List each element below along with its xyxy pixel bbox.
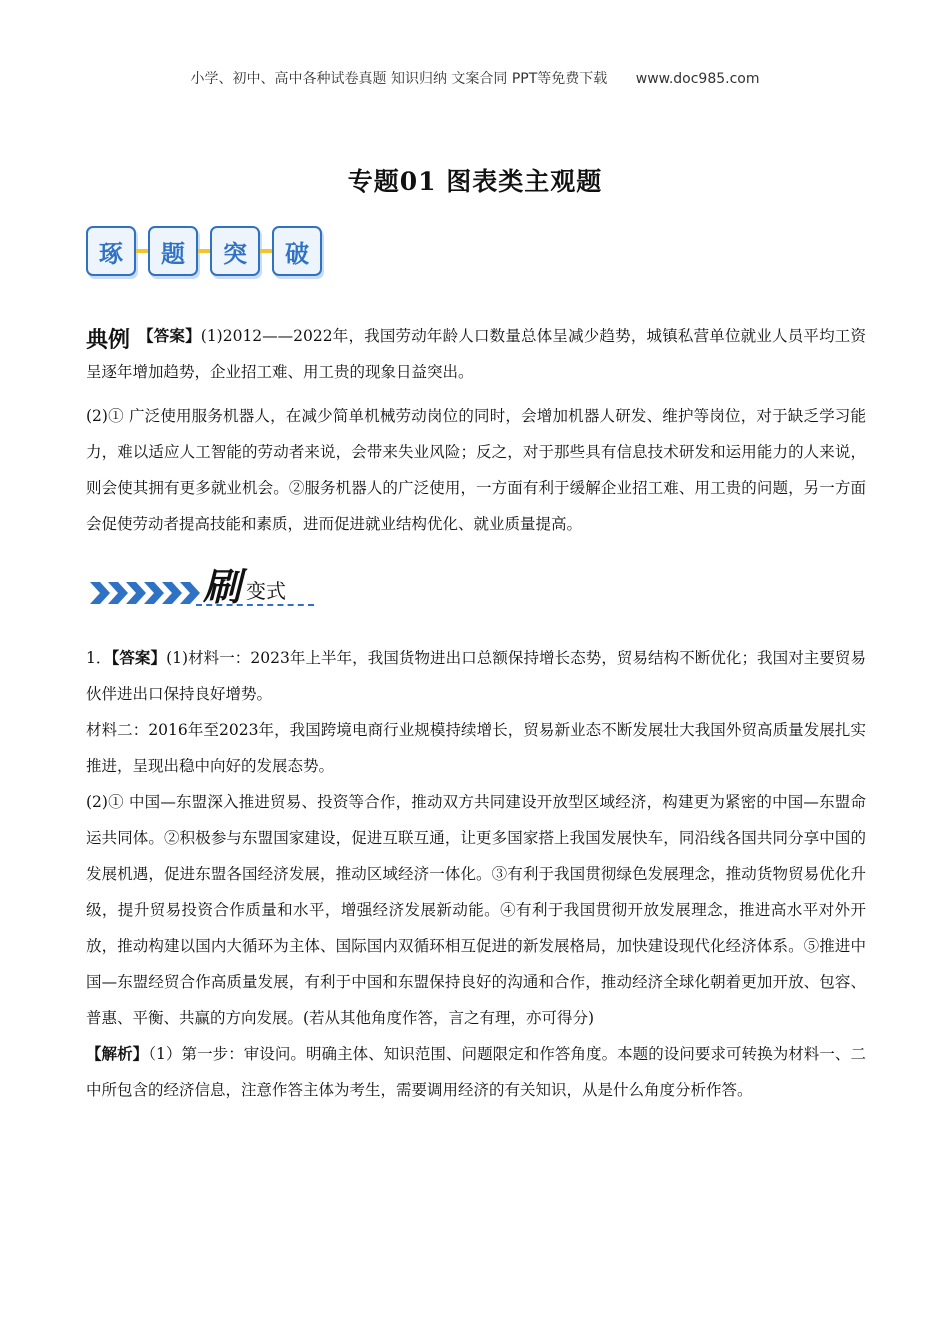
chevron-arrows-icon — [90, 580, 200, 606]
badge-zhuo: 琢 — [86, 226, 136, 276]
example-answer-block — [86, 318, 866, 390]
badge-connector — [260, 249, 272, 253]
header-site-link[interactable]: www.doc985.com — [635, 71, 760, 87]
variant-dashed-underline — [196, 604, 314, 606]
example-label: 典例 — [86, 328, 131, 353]
header-text: 小学、初中、高中各种试卷真题 知识归纳 文案合同 PPT等免费下载 — [190, 71, 608, 87]
q1-answer-3: (2)① 中国—东盟深入推进贸易、投资等合作，推动双方共同建设开放型区域经济，构建更为紧密的中国—东盟命运共同体。②积极参与东盟国家建设，促进互联互通，让更多国家搭上我国发展快车，同沿线各国共同分享中国的发展机遇，促进东盟各国经济发展，推动区域经济一体化。③有利于我国贯彻绿色发展理念，推动货物贸易优化升级，提升贸易投资合作质量和水平，增强经济发展新动能。④有利于我国贯彻开放发展理念，推进高水平对外开放，推动构建以国内大循环为主体、国际国内双循环相互促进的新发展格局，加快建设现代化经济体系。⑤推进中国—东盟经贸合作高质量发展，有利于中国和东盟保持良好的沟通和合作，推动经济全球化朝着更加开放、包容、普惠、平衡、共赢的方向发展。(若从其他角度作答，言之有理，亦可得分) — [86, 793, 866, 1027]
page-header — [0, 68, 950, 88]
q1-answer-2: 材料二：2016年至2023年，我国跨境电商行业规模持续增长，贸易新业态不断发展壮大我国外贸高质量发展扎实推进，呈现出稳中向好的发展态势。 — [86, 721, 866, 775]
variant-label: 变式 — [246, 579, 286, 603]
badge-po: 破 — [272, 226, 322, 276]
q1-number: 1． — [86, 649, 112, 667]
answer-tag: 【答案】 — [111, 648, 167, 667]
q1-block — [86, 640, 866, 1108]
example-answer-block-2 — [86, 398, 866, 542]
badge-connector — [198, 249, 210, 253]
analysis-tag: 【解析】 — [86, 1044, 149, 1063]
brush-calligraphy-icon: 刷 — [203, 565, 242, 609]
q1-answer-1 — [86, 640, 866, 712]
example-answer-1 — [86, 318, 866, 390]
example-answer-text-1: (1)2012——2022年，我国劳动年龄人口数量总体呈减少趋势，城镇私营单位就业人员平均工资呈逐年增加趋势，企业招工难、用工贵的现象日益突出。 — [86, 327, 866, 381]
example-answer-2: (2)① 广泛使用服务机器人，在减少简单机械劳动岗位的同时，会增加机器人研发、维护等岗位，对于缺乏学习能力，难以适应人工智能的劳动者来说，会带来失业风险；反之，对于那些具有信息技术研发和运用能力的人来说，则会使其拥有更多就业机会。②服务机器人的广泛使用，一方面有利于缓解企业招工难、用工贵的问题，另一方面会促使劳动者提高技能和素质，进而促进就业结构优化、就业质量提高。 — [86, 407, 866, 533]
q1-answer-text-1: (1)材料一：2023年上半年，我国货物进出口总额保持增长态势，贸易结构不断优化；我国对主要贸易伙伴进出口保持良好增势。 — [86, 649, 866, 703]
badge-ti: 题 — [148, 226, 198, 276]
q1-analysis — [86, 1036, 866, 1108]
badge-tu: 突 — [210, 226, 260, 276]
page-title: 专题01 图表类主观题 — [347, 167, 603, 196]
badge-connector — [136, 249, 148, 253]
section-badge-group — [86, 226, 322, 276]
q1-analysis-text: （1）第一步：审设问。明确主体、知识范围、问题限定和作答角度。本题的设问要求可转换为材料一、二中所包含的经济信息，注意作答主体为考生，需要调用经济的有关知识，从是什么角度分析作答。 — [86, 1045, 866, 1099]
answer-tag: 【答案】 — [138, 326, 201, 345]
